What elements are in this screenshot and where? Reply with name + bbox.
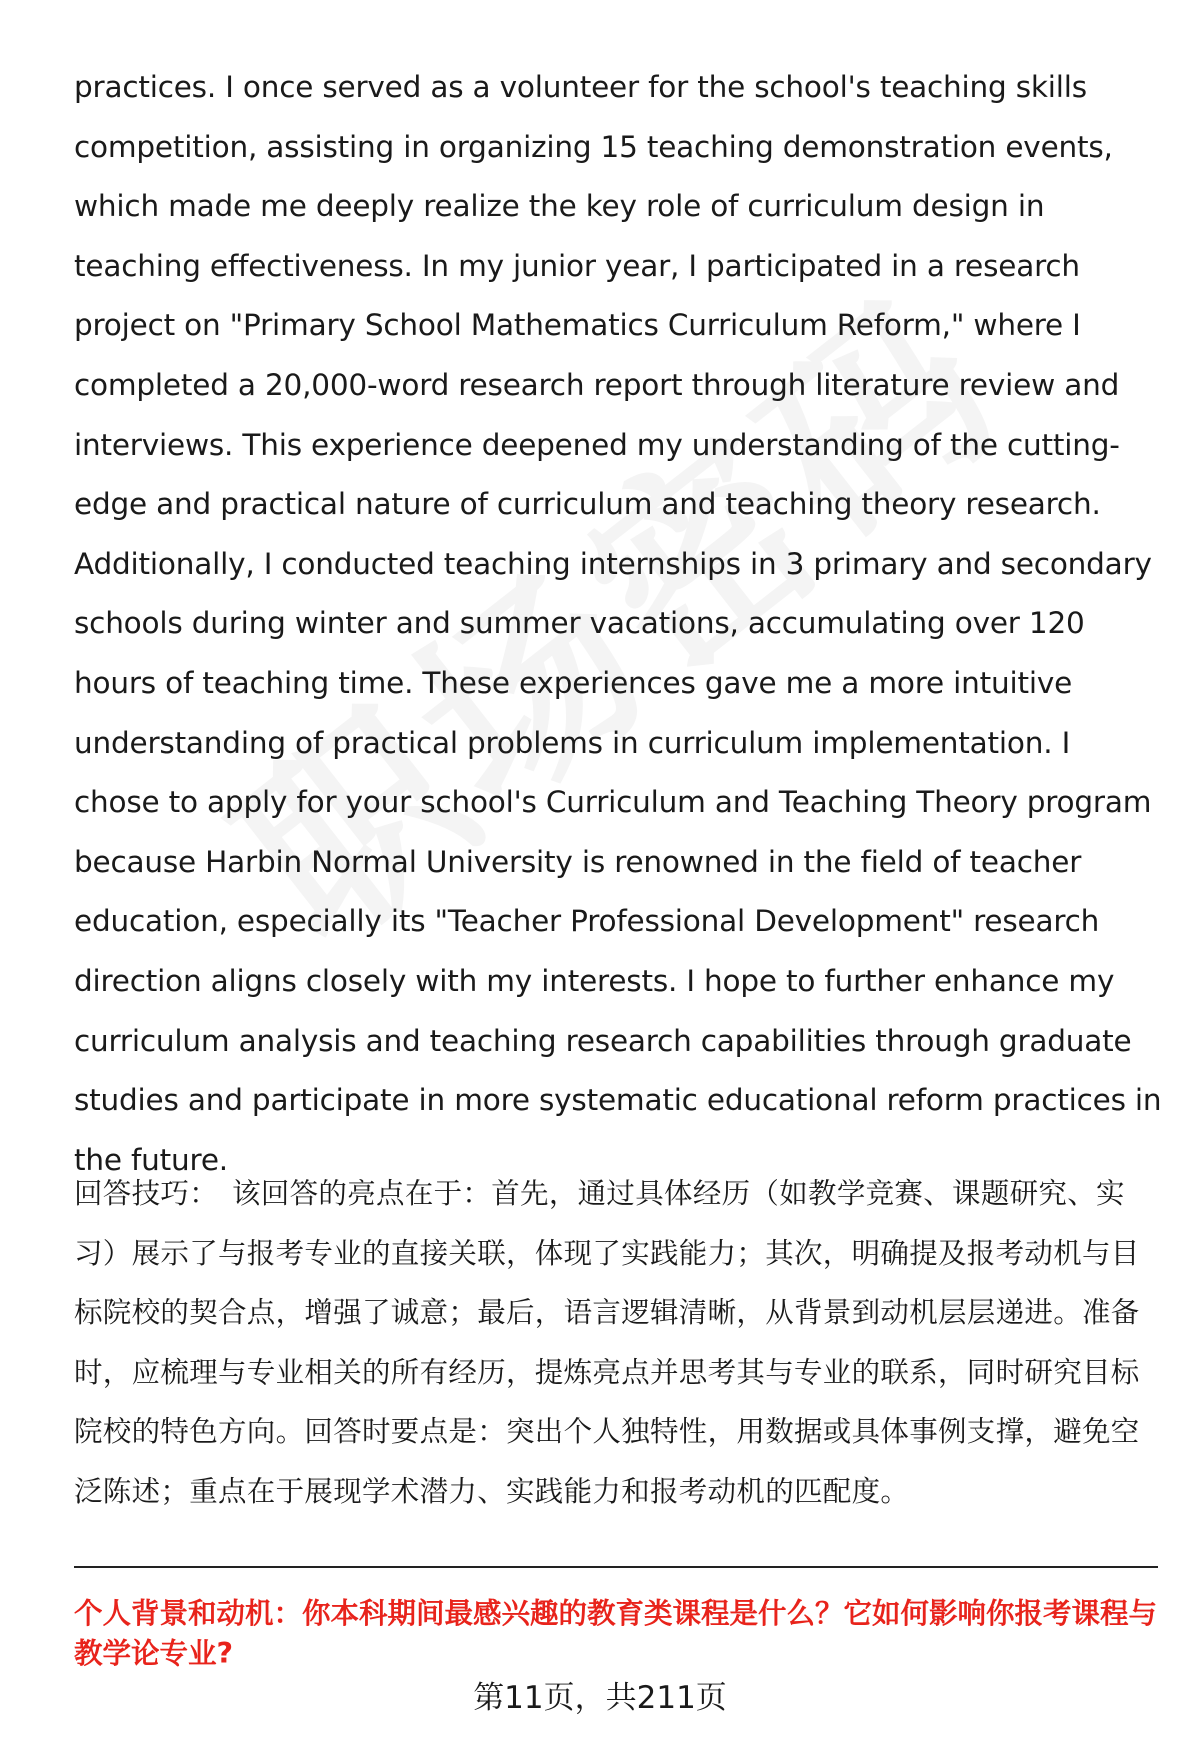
answer-tips (74, 1164, 1158, 1522)
answer-paragraph: practices. I once served as a volunteer for the school's teaching skills competition, assisting in organizing 15 teaching demonstration events, which made me deeply realize the key role of curriculum design in teaching effectiveness. In my junior year, I participated in a research project on "Primary School Mathematics Curriculum Reform," where I completed a 20,000-word research report through literature review and interviews. This experience deepened my understanding of the cutting-edge and practical nature of curriculum and teaching theory research. Additionally, I conducted teaching internships in 3 primary and secondary schools during winter and summer vacations, accumulating over 120 hours of teaching time. These experiences gave me a more intuitive understanding of practical problems in curriculum implementation. I chose to apply for your school's Curriculum and Teaching Theory program because Harbin Normal University is renowned in the field of teacher education, especially its "Teacher Professional Development" research direction aligns closely with my interests. I hope to further enhance my curriculum analysis and teaching research capabilities through graduate studies and participate in more systematic educational reform practices in the future. (74, 70, 1162, 1177)
section-divider (74, 1566, 1158, 1568)
page-number: 第11页，共211页 (473, 1680, 727, 1716)
next-question-heading: 个人背景和动机：你本科期间最感兴趣的教育类课程是什么？它如何影响你报考课程与教学论专业? (74, 1597, 1158, 1670)
tips-text: 该回答的亮点在于：首先，通过具体经历（如教学竞赛、课题研究、实习）展示了与报考专业的直接关联，体现了实践能力；其次，明确提及报考动机与目标院校的契合点，增强了诚意；最后，语言逻辑清晰，从背景到动机层层递进。准备时，应梳理与专业相关的所有经历，提炼亮点并思考其与专业的联系，同时研究目标院校的特色方向。回答时要点是：突出个人独特性，用数据或具体事例支撑，避免空泛陈述；重点在于展现学术潜力、实践能力和报考动机的匹配度。 (74, 1177, 1140, 1508)
tips-label: 回答技巧： (74, 1177, 219, 1210)
